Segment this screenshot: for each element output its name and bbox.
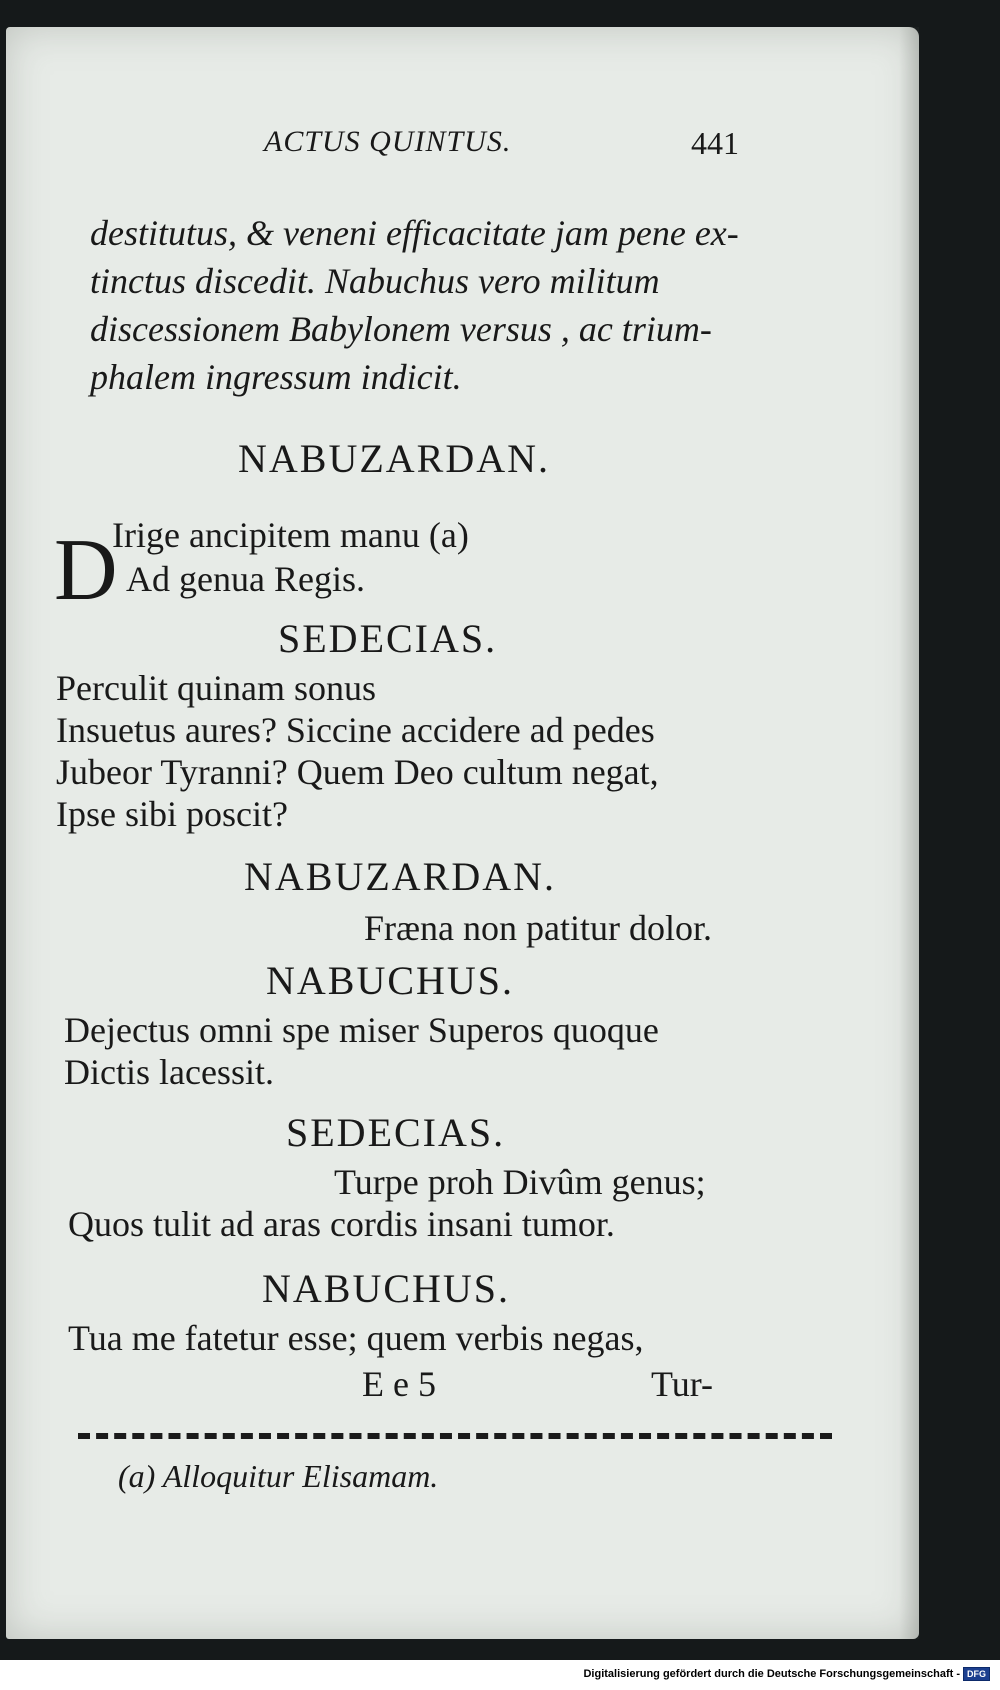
verse-line: Fræna non patitur dolor. — [364, 908, 712, 948]
credit-text: Digitalisierung gefördert durch die Deutsche Forschungsgemeinschaft - — [583, 1668, 960, 1680]
drop-capital: D — [54, 522, 118, 619]
digitization-credit — [583, 1667, 990, 1681]
footnote: (a) Alloquitur Elisamam. — [118, 1458, 439, 1494]
intro-line: phalem ingressum indicit. — [90, 357, 462, 397]
speaker-heading: NABUCHUS. — [266, 958, 515, 1003]
intro-line: tinctus discedit. Nabuchus vero militum — [90, 261, 660, 301]
page-number: 441 — [691, 125, 739, 161]
verse-line: Irige ancipitem manu (a) — [112, 515, 469, 555]
speaker-heading: SEDECIAS. — [278, 616, 498, 661]
speaker-heading: SEDECIAS. — [286, 1110, 506, 1155]
signature-mark: E e 5 — [362, 1364, 436, 1404]
verse-line: Perculit quinam sonus — [56, 668, 376, 708]
verse-line: Dictis lacessit. — [64, 1052, 274, 1092]
footnote-rule — [78, 1433, 832, 1439]
verse-line: Turpe proh Divûm genus; — [334, 1162, 706, 1202]
speaker-heading: NABUCHUS. — [262, 1266, 511, 1311]
verse-line: Ad genua Regis. — [126, 559, 365, 599]
verse-line: Quos tulit ad aras cordis insani tumor. — [68, 1204, 615, 1244]
verse-line: Jubeor Tyranni? Quem Deo cultum negat, — [56, 752, 659, 792]
verse-line: Tua me fatetur esse; quem verbis negas, — [68, 1318, 644, 1358]
speaker-heading: NABUZARDAN. — [238, 436, 550, 481]
running-head: ACTUS QUINTUS. — [264, 125, 512, 158]
speaker-heading: NABUZARDAN. — [244, 854, 556, 899]
verse-line: Insuetus aures? Siccine accidere ad pedes — [56, 710, 655, 750]
verse-line: Dejectus omni spe miser Superos quoque — [64, 1010, 659, 1050]
intro-line: destitutus, & veneni efficacitate jam pene ex- — [90, 213, 739, 253]
dfg-logo: DFG — [963, 1667, 990, 1681]
catchword: Tur- — [651, 1364, 713, 1404]
page-edge-shadow — [899, 27, 919, 1639]
book-page — [6, 27, 919, 1639]
intro-line: discessionem Babylonem versus , ac trium- — [90, 309, 712, 349]
verse-line: Ipse sibi poscit? — [56, 794, 288, 834]
